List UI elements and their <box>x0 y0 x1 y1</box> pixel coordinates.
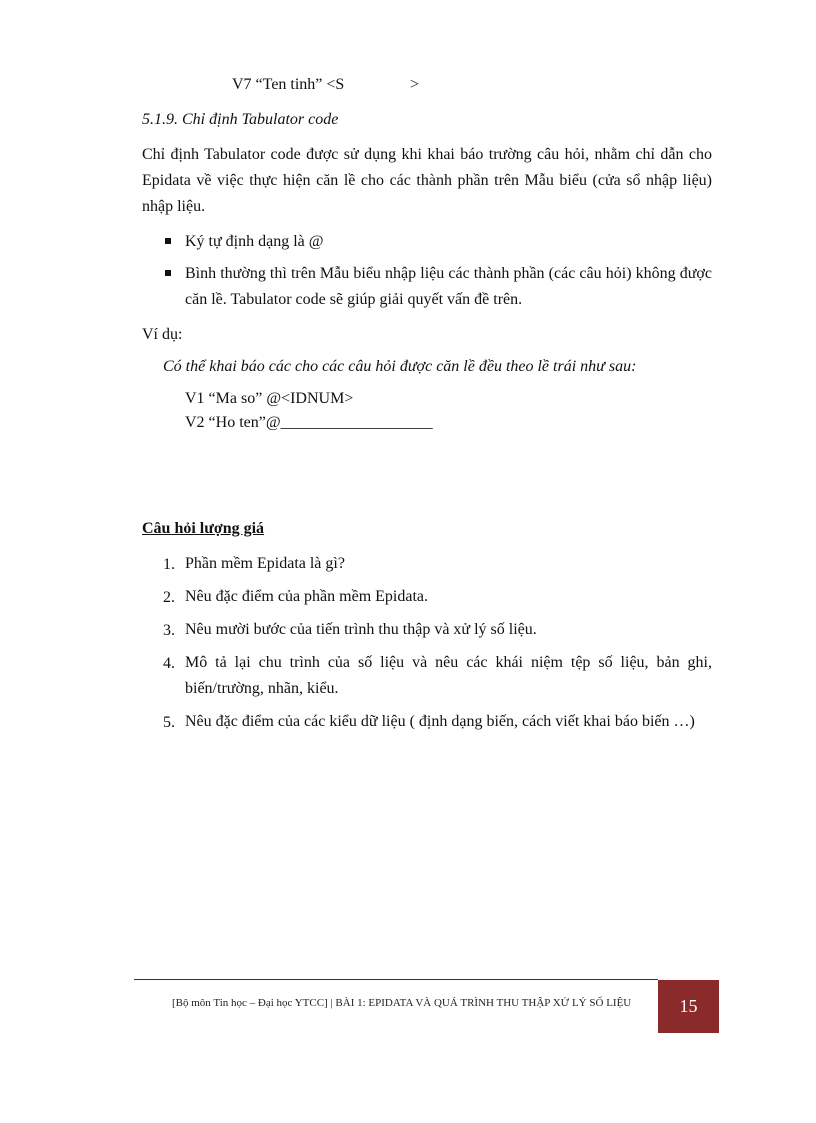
question-number: 3. <box>163 622 175 639</box>
code-line-v7: V7 “Ten tinh” <S <box>232 76 345 93</box>
question-text: Nêu đặc điểm của các kiểu dữ liệu ( định dạng biến, cách viết khai báo biến …) <box>185 713 695 730</box>
example-label: Ví dụ: <box>142 326 183 343</box>
code-line: V2 “Ho ten”@___________________ <box>185 414 433 431</box>
bullet-square-icon <box>165 270 171 276</box>
question-number: 5. <box>163 714 175 731</box>
code-line: V1 “Ma so” @<IDNUM> <box>185 390 354 407</box>
question-text: Nêu mười bước của tiến trình thu thập và xử lý số liệu. <box>185 621 537 638</box>
bullet-text: Bình thường thì trên Mẫu biểu nhập liệu các thành phần (các câu hỏi) không được căn lề. Tabulator code sẽ giúp giải quyết vấn đề trên. <box>185 265 712 308</box>
bullet-text: Ký tự định dạng là @ <box>185 233 324 250</box>
section-heading: 5.1.9. Chỉ định Tabulator code <box>142 111 339 128</box>
question-text: Phần mềm Epidata là gì? <box>185 555 345 572</box>
intro-paragraph: Chỉ định Tabulator code được sử dụng khi khai báo trường câu hỏi, nhằm chỉ dẫn cho Epidata về việc thực hiện căn lề cho các thành phần trên Mẫu biểu (cửa sổ nhập liệu) nhập liệu. <box>142 146 712 215</box>
footer-divider <box>134 979 658 980</box>
code-line-v7-suffix: > <box>410 76 420 93</box>
question-number: 1. <box>163 556 175 573</box>
questions-heading: Câu hỏi lượng giá <box>142 520 265 537</box>
question-text: Mô tả lại chu trình của số liệu và nêu các khái niệm tệp số liệu, bản ghi, biến/trường, nhãn, kiểu. <box>185 654 712 697</box>
page-number: 15 <box>679 996 698 1016</box>
bullet-square-icon <box>165 238 171 244</box>
example-description: Có thể khai báo các cho các câu hỏi được căn lề đều theo lề trái như sau: <box>163 358 637 375</box>
question-number: 2. <box>163 589 175 606</box>
footer-text: [Bộ môn Tin học – Đại học YTCC] | BÀI 1: EPIDATA VÀ QUÁ TRÌNH THU THẬP XỬ LÝ SỐ LIỆU <box>172 997 632 1009</box>
page-number-badge <box>658 980 719 1033</box>
question-number: 4. <box>163 655 175 672</box>
question-text: Nêu đặc điểm của phần mềm Epidata. <box>185 588 429 605</box>
